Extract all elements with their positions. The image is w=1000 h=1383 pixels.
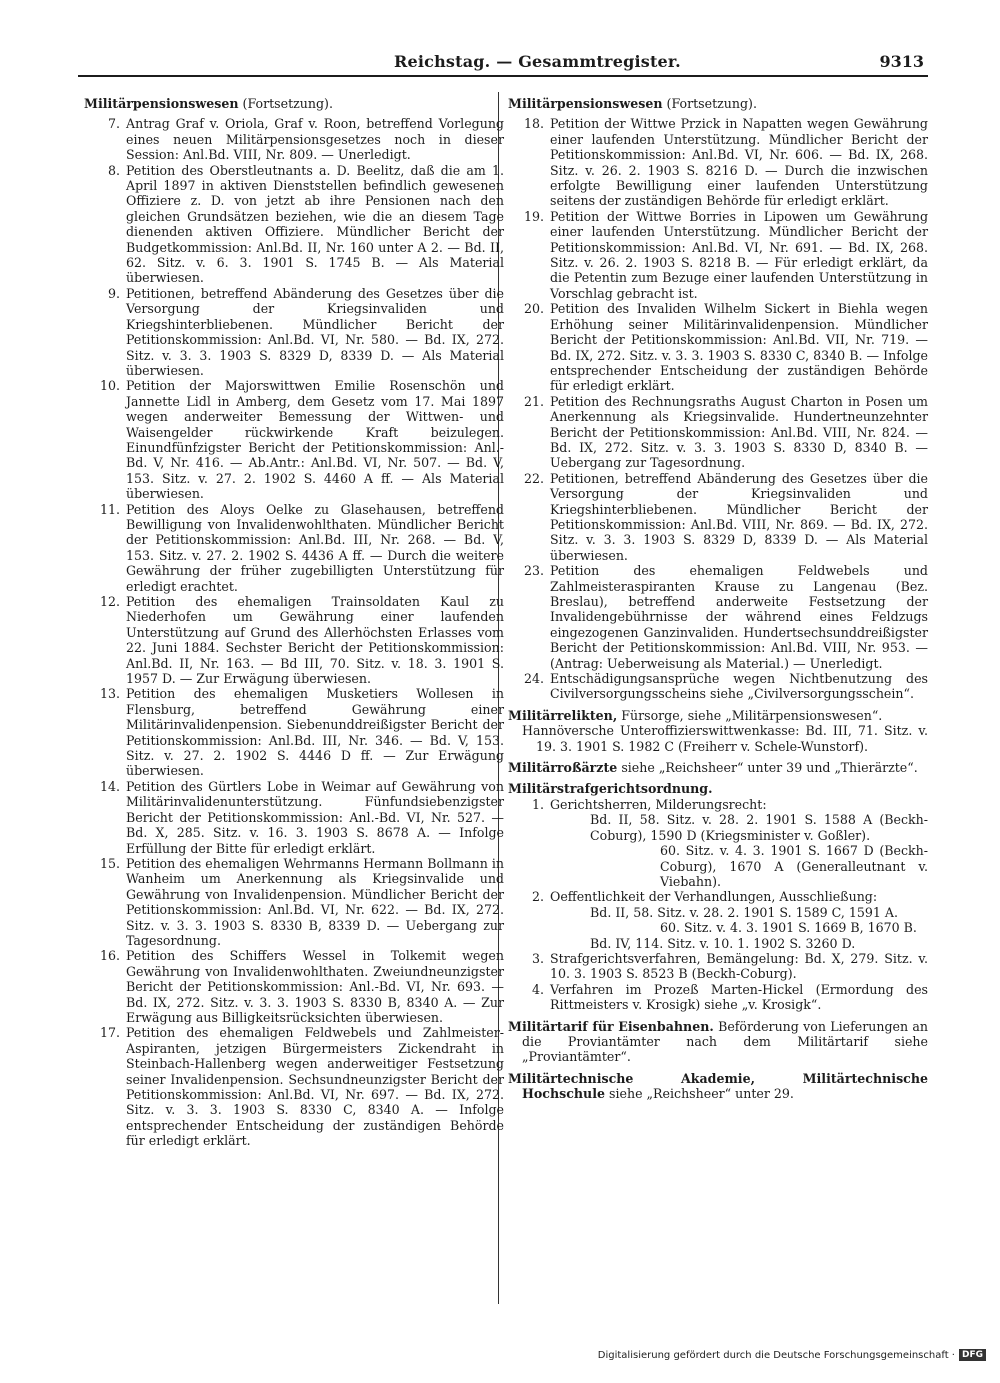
- item-text: Petition des ehemaligen Trainsoldaten Kaul zu Niederhofen um Gewährung einer laufenden Unterstützung auf Grund des Allerhöchsten Erlasses vom 22. Juni 1884. Sechster Bericht der Petitionskommission: Anl.Bd. II, Nr. 163. — Bd III, 70. Sitz. v. 18. 3. 1901 S. 1957 D. — Zur Erwägung überwiesen.: [126, 594, 504, 687]
- entry-militaerrelikten: [508, 708, 928, 754]
- list-item: [84, 948, 504, 1025]
- item-text: Petition des Rechnungsraths August Charton in Posen um Anerkennung als Kriegsinvalide. Hundertneunzehnter Bericht der Petitionskommission: Anl.Bd. VIII, Nr. 824. — Bd. IX, 272. Sitz. v. 3. 3. 1903 S. 8330 D, 8340 B. — Uebergang zur Tagesordnung.: [550, 393, 928, 471]
- list-item: [84, 856, 504, 948]
- entry-title: Militärtarif für Eisenbahnen.: [508, 1018, 714, 1034]
- section-title: Militärpensionswesen: [84, 96, 239, 111]
- entry-militaerrossaerzte: [508, 760, 928, 775]
- footer-text: Digitalisierung gefördert durch die Deutsche Forschungsgemeinschaft ·: [597, 1349, 955, 1361]
- list-item: [84, 163, 504, 286]
- list-item: [508, 209, 928, 301]
- item-text: 60. Sitz. v. 4. 3. 1901 S. 1669 B, 1670 B.: [660, 920, 917, 936]
- list-item: [508, 301, 928, 393]
- item-text: Petitionen, betreffend Abänderung des Gesetzes über die Versorgung der Kriegsinvaliden und Kriegshinterbliebenen. Mündlicher Bericht der Petitionskommission: Anl.Bd. VIII, Nr. 869. — Bd. IX, 272. Sitz. v. 3. 3. 1903 S. 8329 D, 8339 D. — Als Material überwiesen.: [550, 470, 928, 563]
- entry-militaerstrafgerichtsordnung: [508, 781, 928, 1012]
- item-text: Petition des ehemaligen Feldwebels und Zahlmeisteraspiranten Krause zu Langenau (Bez. Breslau), betreffend anderweite Festsetzung der Invalidengebührnisse der während eines Feldzugs eingezogenen Ganzinvaliden. Hundertsechsunddreißigster Bericht der Petitionskommission: Anl.Bd. VIII, Nr. 953. — (Antrag: Ueberweisung als Material.) — Unerledigt.: [550, 563, 928, 671]
- list-item: [508, 797, 928, 812]
- item-text: Petition der Majorswittwen Emilie Rosenschön und Jannette Lidl in Amberg, dem Gesetz vom 17. Mai 1897 wegen anderweiter Bemessung der Wittwen- und Waisengelder rückwirkende Kraft beizulegen. Einundfünfzigster Bericht der Petitionskommission: Anl.-Bd. V, Nr. 416. — Ab.Antr.: Anl.Bd. VI, Nr. 507. — Bd. V, 153. Sitz. v. 27. 2. 1902 S. 4460 A ff. — Als Material überwiesen.: [126, 378, 504, 502]
- item-number: [508, 812, 550, 843]
- list-item: [84, 116, 504, 162]
- item-number: 7.: [107, 116, 120, 132]
- item-number: 20.: [523, 301, 544, 317]
- item-number: 18.: [523, 116, 544, 132]
- footer: [598, 1349, 986, 1361]
- right-column: [508, 96, 928, 1102]
- item-number: [508, 936, 550, 951]
- entry-militaertechnische-akademie: [508, 1071, 928, 1102]
- item-number: 14.: [99, 778, 120, 794]
- item-text: Bd. IV, 114. Sitz. v. 10. 1. 1902 S. 3260 D.: [590, 935, 856, 951]
- dfg-logo: DFG: [959, 1349, 986, 1361]
- item-number: [508, 920, 550, 935]
- list-item: [84, 594, 504, 686]
- item-text: 60. Sitz. v. 4. 3. 1901 S. 1667 D (Beckh-Coburg), 1670 A (Generalleutnant v. Viebahn).: [660, 843, 928, 889]
- item-text: Petition des Oberstleutnants a. D. Beelitz, daß die am 1. April 1897 in aktiven Dienststellen befindlich gewesenen Offiziere z. D. von jetzt ab ihre Pensionen nach den gleichen Grundsätzen beziehen, wie die an diesem Tage dienenden aktiven Offiziere. Mündlicher Bericht der Budgetkommission: Anl.Bd. II, Nr. 160 unter A 2. — Bd. II, 62. Sitz. v. 6. 3. 1901 S. 1745 B. — Als Material überwiesen.: [126, 162, 504, 286]
- header-rule: [78, 75, 928, 77]
- item-text: Petitionen, betreffend Abänderung des Gesetzes über die Versorgung der Kriegsinvaliden und Kriegshinterbliebenen. Mündlicher Bericht der Petitionskommission: Anl.Bd. VI, Nr. 580. — Bd. IX, 272. Sitz. v. 3. 3. 1903 S. 8329 D, 8339 D. — Als Material überwiesen.: [126, 285, 504, 378]
- item-text: Bd. II, 58. Sitz. v. 28. 2. 1901 S. 1589 C, 1591 A.: [590, 904, 898, 920]
- item-number: 9.: [107, 285, 120, 301]
- item-number: 3.: [531, 950, 544, 966]
- item-text: Petition des Schiffers Wessel in Tolkemit wegen Gewährung von Invalidenwohlthaten. Zweiundneunzigster Bericht der Petitionskommission: Anl.-Bd. VI, Nr. 693. — Bd. IX, 272. Sitz. v. 3. 3. 1903 S. 8330 B, 8340 A. — Zur Erwägung aus Billigkeitsrücksichten überwiesen.: [126, 948, 504, 1025]
- item-number: 11.: [99, 501, 120, 517]
- item-number: [508, 905, 550, 920]
- list-item: [84, 686, 504, 778]
- item-text: Bd. II, 58. Sitz. v. 28. 2. 1901 S. 1588 A (Beckh-Coburg), 1590 D (Kriegsminister v. Goßler).: [590, 812, 928, 843]
- section-continuation: (Fortsetzung).: [666, 96, 757, 111]
- item-number: 21.: [523, 393, 544, 409]
- entry-title: Militärstrafgerichtsordnung.: [508, 781, 713, 797]
- list-item: [508, 671, 928, 702]
- item-number: 12.: [99, 594, 120, 609]
- list-item: [508, 843, 928, 889]
- running-title: Reichstag. — Gesammtregister.: [394, 52, 681, 71]
- list-item: [508, 116, 928, 208]
- item-number: 15.: [99, 855, 120, 871]
- item-text: Petition des Invaliden Wilhelm Sickert in Biehla wegen Erhöhung seiner Militärinvalidenpension. Mündlicher Bericht der Petitionskommission: Anl.Bd. VII, Nr. 719. — Bd. IX, 272. Sitz. v. 3. 3. 1903 S. 8330 C, 8340 B. — Infolge entsprechender Entscheidung der zuständigen Behörde für erledigt erklärt.: [550, 301, 928, 394]
- right-item-list: [508, 116, 928, 701]
- item-number: 19.: [523, 208, 544, 224]
- list-item: [508, 471, 928, 563]
- item-text: Petition des Gürtlers Lobe in Weimar auf Gewährung von Militärinvalidenunterstützung. Fünfundsiebenzigster Bericht der Petitionskommission: Anl.-Bd. VI, Nr. 527. — Bd. X, 285. Sitz. v. 16. 3. 1903 S. 8678 A. — Infolge Erfüllung der Bitte für erledigt erklärt.: [126, 778, 504, 856]
- list-item: [508, 920, 928, 935]
- entry-text: siehe „Reichsheer“ unter 39 und „Thierärzte“.: [621, 760, 918, 776]
- item-number: 16.: [99, 948, 120, 964]
- item-number: 10.: [99, 378, 120, 394]
- item-text: Strafgerichtsverfahren, Bemängelung: Bd. X, 279. Sitz. v. 10. 3. 1903 S. 8523 B (Beckh-Coburg).: [550, 950, 928, 982]
- item-number: 17.: [99, 1025, 120, 1041]
- entry-text: siehe „Reichsheer“ unter 29.: [609, 1086, 794, 1102]
- entry-text: Beförderung von Lieferungen an die Proviantämter nach dem Militärtarif siehe „Proviantämter“.: [522, 1018, 928, 1065]
- entry-title: Militärtechnische Akademie, Militärtechnische Hochschule: [508, 1070, 928, 1102]
- item-text: Petition des ehemaligen Feldwebels und Zahlmeister-Aspiranten, jetzigen Bürgermeisters Zickendraht in Steinbach-Hallenberg wegen anderweitiger Festsetzung seiner Invalidenpension. Sechsundneunzigster Bericht der Petitionskommission: Anl.Bd. VI, Nr. 697. — Bd. IX, 272. Sitz. v. 3. 3. 1903 S. 8330 C, 8340 A. — Infolge entsprechender Entscheidung der zuständigen Behörde für erledigt erklärt.: [126, 1025, 504, 1149]
- section-heading: [508, 96, 928, 111]
- item-text: Petition des ehemaligen Wehrmanns Hermann Bollmann in Wanheim um Anerkennung als Kriegsinvalide und Gewährung von Invalidenpension. Mündlicher Bericht der Petitionskommission: Anl.Bd. VI, Nr. 622. — Bd. IX, 272. Sitz. v. 3. 3. 1903 S. 8330 B, 8339 D. — Uebergang zur Tagesordnung.: [126, 855, 504, 948]
- item-number: 24.: [523, 671, 544, 687]
- item-number: 2.: [531, 889, 544, 905]
- item-text: Verfahren im Prozeß Marten-Hickel (Ermordung des Rittmeisters v. Krosigk) siehe „v. Krosigk“.: [550, 981, 928, 1013]
- item-text: Entschädigungsansprüche wegen Nichtbenutzung des Civilversorgungsscheins siehe „Civilversorgungsschein“.: [550, 671, 928, 702]
- list-item: [508, 905, 928, 920]
- item-text: Gerichtsherren, Milderungsrecht:: [550, 796, 767, 812]
- entry-title: Militärroßärzte: [508, 760, 618, 776]
- item-number: 22.: [523, 470, 544, 486]
- left-column: [84, 96, 504, 1149]
- left-item-list: [84, 116, 504, 1148]
- strafgericht-item-list: [508, 797, 928, 1013]
- page-number: 9313: [879, 52, 924, 71]
- section-continuation: (Fortsetzung).: [242, 96, 333, 111]
- item-text: Antrag Graf v. Oriola, Graf v. Roon, betreffend Vorlegung eines neuen Militärpensionsgesetzes noch in dieser Session: Anl.Bd. VIII, Nr. 809. — Unerledigt.: [126, 116, 504, 163]
- item-number: 4.: [531, 981, 544, 997]
- list-item: [508, 563, 928, 671]
- item-number: [508, 843, 550, 889]
- list-item: [84, 1025, 504, 1148]
- list-item: [508, 951, 928, 982]
- entry-militaertarif: [508, 1019, 928, 1065]
- section-heading: [84, 96, 504, 111]
- item-text: Petition der Wittwe Przick in Napatten wegen Gewährung einer laufenden Unterstützung. Mündlicher Bericht der Petitionskommission: Anl.Bd. VI, Nr. 606. — Bd. IX, 268. Sitz. v. 26. 2. 1903 S. 8216 D. — Durch die inzwischen erfolgte Bewilligung einer laufenden Unterstützung seitens der zuständigen Behörde für erledigt erklärt.: [550, 116, 928, 209]
- item-number: 23.: [523, 563, 544, 579]
- item-number: 13.: [99, 686, 120, 702]
- section-title: Militärpensionswesen: [508, 96, 663, 111]
- list-item: [508, 812, 928, 843]
- list-item: [84, 286, 504, 378]
- item-number: 8.: [107, 162, 120, 178]
- list-item: [84, 502, 504, 594]
- page-header: [0, 52, 1000, 72]
- list-item: [84, 378, 504, 501]
- entry-subtext: Hannöversche Unteroffizierswittwenkasse: Bd. III, 71. Sitz. v. 19. 3. 1901 S. 1982 C (Freiherr v. Schele-Wunstorf).: [522, 723, 928, 754]
- item-number: 1.: [531, 796, 544, 812]
- list-item: [508, 394, 928, 471]
- item-text: Petition der Wittwe Borries in Lipowen um Gewährung einer laufenden Unterstützung. Mündlicher Bericht der Petitionskommission: Anl.Bd. VI, Nr. 691. — Bd. IX, 268. Sitz. v. 26. 2. 1903 S. 8218 B. — Für erledigt erklärt, da die Petentin zum Bezuge einer laufenden Unterstützung in Vorschlag gebracht ist.: [550, 208, 928, 301]
- item-text: Oeffentlichkeit der Verhandlungen, Ausschließung:: [550, 889, 878, 905]
- item-text: Petition des ehemaligen Musketiers Wollesen in Flensburg, betreffend Gewährung einer Militärinvalidenpension. Siebenunddreißigster Bericht der Petitionskommission: Anl.Bd. III, Nr. 346. — Bd. V, 153. Sitz. v. 27. 2. 1902 S. 4446 D ff. — Zur Erwägung überwiesen.: [126, 686, 504, 779]
- entry-title: Militärrelikten,: [508, 707, 618, 723]
- item-text: Petition des Aloys Oelke zu Glasehausen, betreffend Bewilligung von Invalidenwohlthaten. Mündlicher Bericht der Petitionskommission: Anl.Bd. III, Nr. 268. — Bd. V, 153. Sitz. v. 27. 2. 1902 S. 4436 A ff. — Durch die weitere Gewährung der früher zugebilligten Unterstützung für erledigt erachtet.: [126, 501, 504, 594]
- entry-text: Fürsorge, siehe „Militärpensionswesen“.: [621, 707, 883, 723]
- list-item: [508, 936, 928, 951]
- list-item: [508, 889, 928, 904]
- list-item: [84, 779, 504, 856]
- list-item: [508, 982, 928, 1013]
